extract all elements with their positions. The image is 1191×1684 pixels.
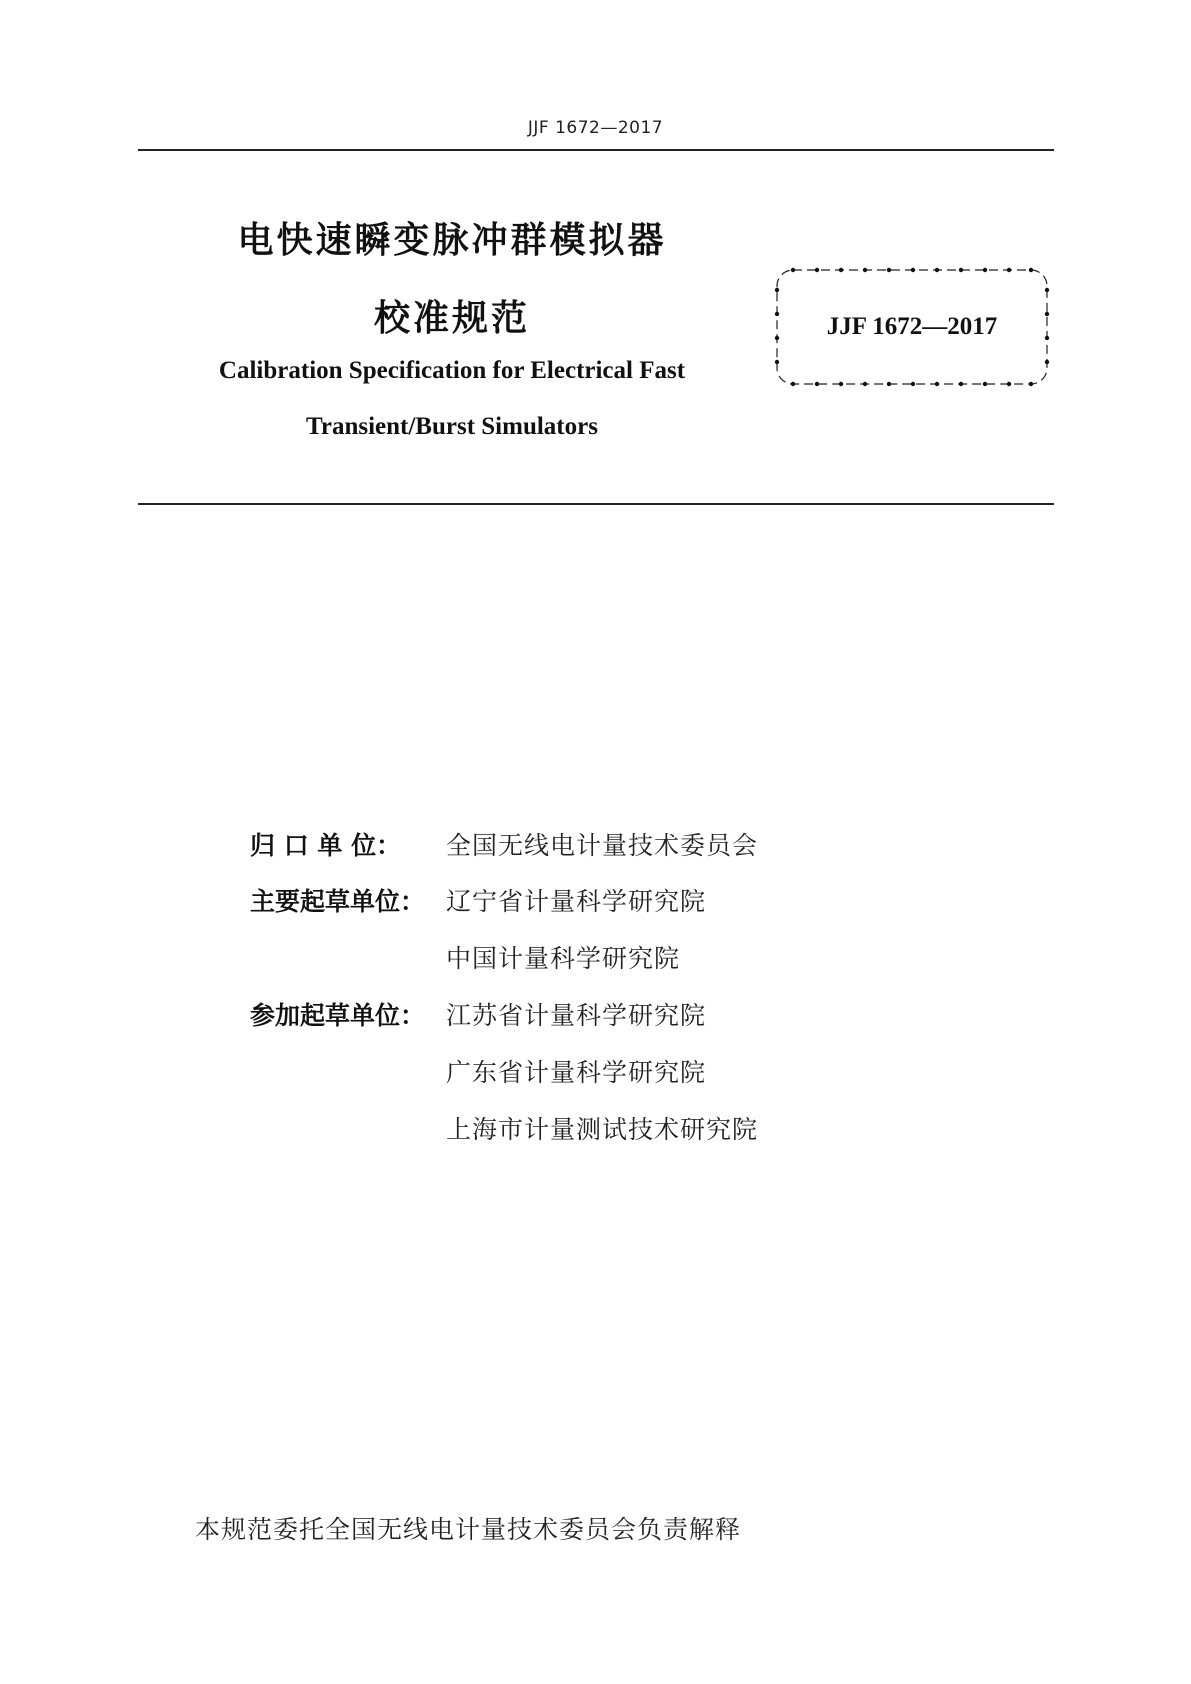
org-value: 广东省计量科学研究院: [446, 1058, 707, 1087]
org-value: 上海市计量测试技术研究院: [446, 1115, 759, 1144]
title-chinese-line-1: 电快速瞬变脉冲群模拟器: [237, 220, 667, 261]
header-standard-code: JJF 1672—2017: [527, 118, 664, 138]
interpretation-note: 本规范委托全国无线电计量技术委员会负责解释: [195, 1515, 742, 1544]
org-row-main-drafter-2: [250, 939, 680, 979]
standard-code-stamp: [773, 266, 1051, 388]
org-value: 辽宁省计量科学研究院: [446, 887, 707, 916]
title-chinese-line-2: 校准规范: [373, 298, 530, 339]
org-label: 归 口 单 位：: [250, 831, 402, 860]
title-english-line-1: Calibration Specification for Electrical Fast: [218, 357, 686, 384]
org-label: 主要起草单位：: [250, 887, 426, 916]
top-divider: [138, 149, 1054, 151]
org-row-main-drafter: [250, 882, 706, 922]
org-row-participating-drafter: [250, 996, 706, 1036]
org-row-participating-drafter-2: [250, 1053, 706, 1093]
org-row-responsible-unit: [250, 826, 758, 866]
title-english-line-2: Transient/Burst Simulators: [306, 413, 598, 440]
stamp-code-text: JJF 1672—2017: [826, 313, 998, 340]
bottom-divider: [138, 503, 1054, 505]
org-label: 参加起草单位：: [250, 1001, 426, 1030]
org-value: 中国计量科学研究院: [446, 944, 681, 973]
org-value: 全国无线电计量技术委员会: [446, 831, 759, 860]
org-value: 江苏省计量科学研究院: [446, 1001, 707, 1030]
org-row-participating-drafter-3: [250, 1110, 758, 1150]
